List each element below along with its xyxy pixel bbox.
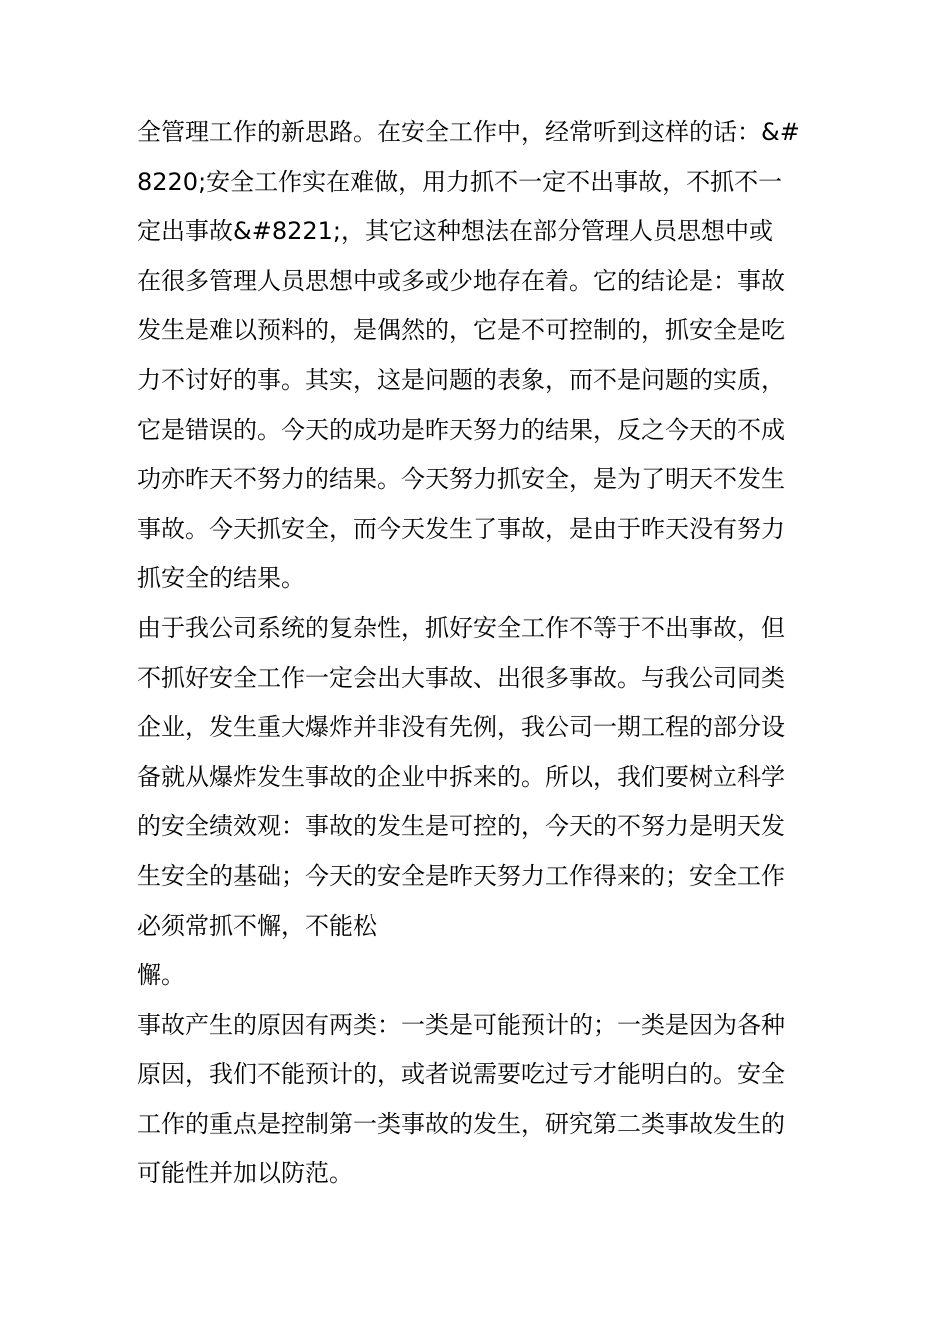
- text-line: 在很多管理人员思想中或多或少地存在着。它的结论是：事故: [137, 266, 785, 295]
- text-line: 不抓好安全工作一定会出大事故、出很多事故。与我公司同类: [137, 663, 785, 692]
- text-line: 定出事故&#8221;，其它这种想法在部分管理人员思想中或: [137, 217, 773, 246]
- text-line: 8220;安全工作实在难做，用力抓不一定不出事故，不抓不一: [137, 167, 783, 196]
- text-line: 备就从爆炸发生事故的企业中拆来的。所以，我们要树立科学: [137, 762, 785, 791]
- text-line: 必须常抓不懈，不能松: [137, 911, 377, 940]
- text-line: 企业，发生重大爆炸并非没有先例，我公司一期工程的部分设: [137, 713, 785, 742]
- text-line: 发生是难以预料的，是偶然的，它是不可控制的，抓安全是吃: [137, 316, 785, 345]
- text-line: 事故产生的原因有两类：一类是可能预计的；一类是因为各种: [137, 1010, 785, 1039]
- text-line: 生安全的基础；今天的安全是昨天努力工作得来的；安全工作: [137, 861, 785, 890]
- text-line: 它是错误的。今天的成功是昨天努力的结果，反之今天的不成: [137, 415, 785, 444]
- body-text: [137, 108, 807, 1199]
- text-line: 的安全绩效观：事故的发生是可控的，今天的不努力是明天发: [137, 812, 785, 841]
- text-line: 原因，我们不能预计的，或者说需要吃过亏才能明白的。安全: [137, 1060, 785, 1089]
- text-line: 工作的重点是控制第一类事故的发生，研究第二类事故发生的: [137, 1109, 785, 1138]
- text-line: 功亦昨天不努力的结果。今天努力抓安全，是为了明天不发生: [137, 465, 785, 494]
- text-line: 力不讨好的事。其实，这是问题的表象，而不是问题的实质，: [137, 365, 785, 394]
- text-line: 可能性并加以防范。: [137, 1159, 353, 1188]
- text-line: 由于我公司系统的复杂性，抓好安全工作不等于不出事故，但: [137, 613, 785, 642]
- text-line: 抓安全的结果。: [137, 564, 305, 593]
- text-line: 懈。: [137, 961, 185, 990]
- text-line: 事故。今天抓安全，而今天发生了事故，是由于昨天没有努力: [137, 514, 785, 543]
- text-line: 全管理工作的新思路。在安全工作中，经常听到这样的话：&#: [137, 118, 800, 146]
